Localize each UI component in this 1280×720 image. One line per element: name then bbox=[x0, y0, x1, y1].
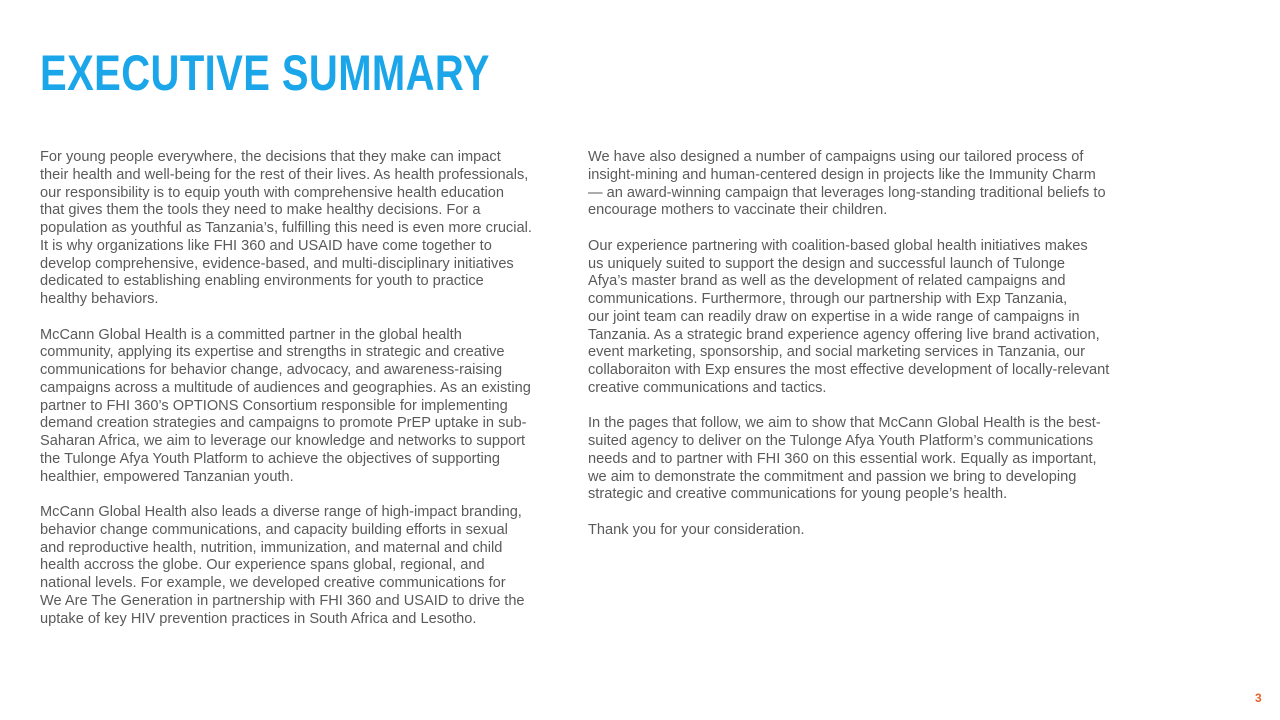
paragraph-line: behavior change communications, and capacity building efforts in sexual bbox=[40, 521, 508, 538]
paragraph-line: develop comprehensive, evidence-based, and multi-disciplinary initiatives bbox=[40, 255, 514, 272]
paragraph-line: the Tulonge Afya Youth Platform to achieve the objectives of supporting bbox=[40, 450, 501, 467]
paragraph-line: For young people everywhere, the decisions that they make can impact bbox=[40, 149, 501, 165]
paragraph bbox=[588, 415, 1109, 504]
paragraph-line: communications for behavior change, advocacy, and awareness-raising bbox=[40, 362, 503, 378]
paragraph bbox=[40, 149, 532, 309]
paragraph-line: campaigns across a multitude of audiences and geographies. As an existing bbox=[40, 379, 531, 396]
paragraph-line: population as youthful as Tanzania’s, fulfilling this need is even more crucial. bbox=[40, 220, 532, 236]
paragraph-line: health accross the globe. Our experience spans global, regional, and bbox=[40, 557, 485, 574]
paragraph-line: healthy behaviors. bbox=[40, 291, 159, 307]
paragraph-line: community, applying its expertise and strengths in strategic and creative bbox=[40, 344, 505, 361]
paragraph-line: our joint team can readily draw on expertise in a wide range of campaigns in bbox=[588, 308, 1080, 325]
paragraph-line: and reproductive health, nutrition, immunization, and maternal and child bbox=[40, 539, 503, 556]
paragraph-line: insight-mining and human-centered design in projects like the Immunity Charm bbox=[588, 166, 1096, 183]
paragraph-line: Thank you for your consideration. bbox=[588, 521, 805, 538]
paragraph-line: It is why organizations like FHI 360 and USAID have come together to bbox=[40, 237, 492, 254]
paragraph-line: encourage mothers to vaccinate their children. bbox=[588, 202, 888, 219]
paragraph-line: communications. Furthermore, through our partnership with Exp Tanzania, bbox=[588, 291, 1068, 307]
paragraph-line: Afya’s master brand as well as the development of related campaigns and bbox=[588, 273, 1066, 290]
paragraph-line: creative communications and tactics. bbox=[588, 379, 827, 396]
paragraph-line: Tanzania. As a strategic brand experience agency offering live brand activation, bbox=[588, 326, 1100, 343]
right-column bbox=[588, 149, 1109, 557]
paragraph-line: Our experience partnering with coalition-based global health initiatives makes bbox=[588, 237, 1088, 254]
paragraph bbox=[588, 522, 1109, 540]
paragraph-line: Saharan Africa, we aim to leverage our knowledge and networks to support bbox=[40, 433, 526, 449]
paragraph-line: McCann Global Health is a committed partner in the global health bbox=[40, 326, 462, 343]
paragraph-line: national levels. For example, we developed creative communications for bbox=[40, 575, 506, 591]
paragraph-line: In the pages that follow, we aim to show that McCann Global Health is the best- bbox=[588, 415, 1101, 432]
paragraph-line: collaboraiton with Exp ensures the most effective development of locally-relevant bbox=[588, 362, 1110, 378]
paragraph-line: dedicated to establishing enabling environments for youth to practice bbox=[40, 273, 484, 290]
paragraph-line: strategic and creative communications for young people’s health. bbox=[588, 486, 1008, 503]
paragraph-line: we aim to demonstrate the commitment and passion we bring to developing bbox=[588, 468, 1077, 485]
paragraph-line: We Are The Generation in partnership with FHI 360 and USAID to drive the bbox=[40, 592, 525, 609]
paragraph-line: us uniquely suited to support the design and successful launch of Tulonge bbox=[588, 255, 1066, 272]
paragraph-line: McCann Global Health also leads a diverse range of high-impact branding, bbox=[40, 504, 522, 520]
paragraph-line: suited agency to deliver on the Tulonge Afya Youth Platform’s communications bbox=[588, 433, 1094, 449]
paragraph-line: demand creation strategies and campaigns to promote PrEP uptake in sub- bbox=[40, 415, 527, 432]
paragraph-line: that gives them the tools they need to make healthy decisions. For a bbox=[40, 202, 481, 219]
paragraph-line: needs and to partner with FHI 360 on this essential work. Equally as important, bbox=[588, 450, 1097, 467]
paragraph-line: — an award-winning campaign that leverages long-standing traditional beliefs to bbox=[588, 184, 1106, 201]
paragraph-line: event marketing, sponsorship, and social marketing services in Tanzania, our bbox=[588, 344, 1085, 361]
paragraph bbox=[40, 504, 532, 628]
paragraph-line: uptake of key HIV prevention practices in South Africa and Lesotho. bbox=[40, 610, 477, 627]
page-title: EXECUTIVE SUMMARY bbox=[40, 45, 490, 101]
paragraph-line: our responsibility is to equip youth with comprehensive health education bbox=[40, 184, 505, 201]
left-column bbox=[40, 149, 532, 646]
paragraph bbox=[40, 327, 532, 487]
paragraph bbox=[588, 149, 1109, 220]
paragraph bbox=[588, 238, 1109, 398]
paragraph-line: We have also designed a number of campaigns using our tailored process of bbox=[588, 149, 1084, 165]
paragraph-line: their health and well-being for the rest of their lives. As health professionals, bbox=[40, 166, 529, 183]
paragraph-line: healthier, empowered Tanzanian youth. bbox=[40, 468, 294, 485]
page-number: 3 bbox=[1255, 691, 1262, 705]
paragraph-line: partner to FHI 360’s OPTIONS Consortium responsible for implementing bbox=[40, 397, 508, 414]
